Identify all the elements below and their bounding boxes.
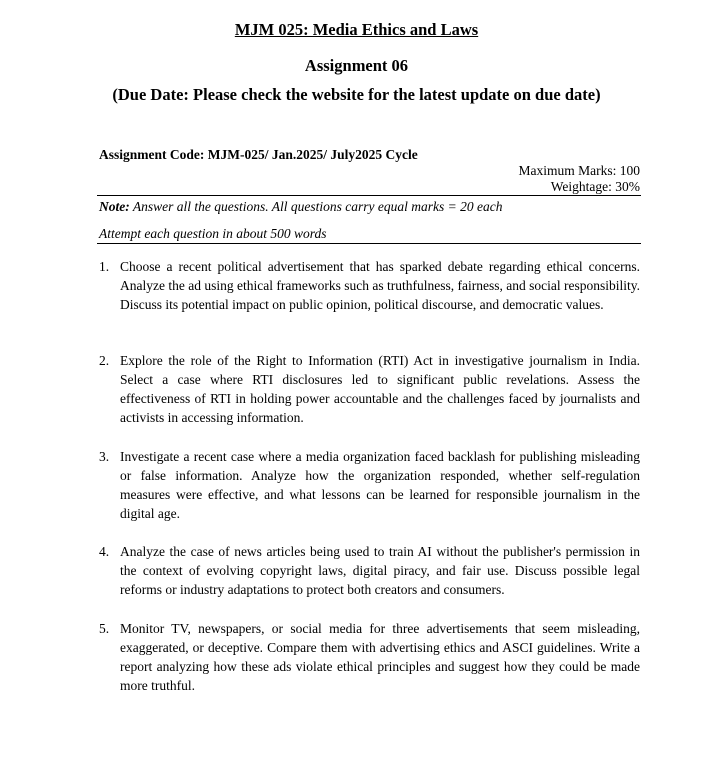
question-item <box>99 619 640 695</box>
maximum-marks: Maximum Marks: 100 <box>518 163 640 178</box>
question-text: Investigate a recent case where a media organization faced backlash for publishing misleading or false information. Analyze how the organization responded, whether self-regulation measures were effective, and what lessons can be learned for responsible journalism in the digital age. <box>120 449 640 521</box>
question-number: 5. <box>99 621 110 636</box>
word-limit-instruction: Attempt each question in about 500 words <box>99 226 327 241</box>
divider-top <box>97 195 641 196</box>
question-item <box>99 542 640 599</box>
note-line <box>99 199 502 215</box>
question-number: 4. <box>99 544 110 559</box>
due-date-note: (Due Date: Please check the website for the latest update on due date) <box>112 85 601 104</box>
assignment-number: Assignment 06 <box>304 56 409 75</box>
question-text: Choose a recent political advertisement that has sparked debate regarding ethical concerns. Analyze the ad using ethical frameworks such as truthfulness, fairness, and social responsibility. Discuss its potential impact on public opinion, political discourse, and democratic values. <box>120 259 640 312</box>
question-item <box>99 447 640 523</box>
course-title: MJM 025: Media Ethics and Laws <box>234 20 479 39</box>
note-label: Note: <box>99 199 130 214</box>
question-number: 3. <box>99 449 110 464</box>
question-text: Explore the role of the Right to Information (RTI) Act in investigative journalism in India. Select a case where RTI disclosures led to significant public revelations. Assess the effectiveness of RTI in holding power accountable and the challenges faced by journalists and activists in accessing information. <box>120 353 640 425</box>
question-number: 2. <box>99 353 110 368</box>
weightage: Weightage: 30% <box>550 179 640 194</box>
divider-bottom <box>97 243 641 244</box>
marks-block <box>519 163 641 195</box>
note-text: Answer all the questions. All questions carry equal marks = 20 each <box>129 199 503 214</box>
assignment-code: Assignment Code: MJM-025/ Jan.2025/ July2025 Cycle <box>99 147 418 162</box>
question-item <box>99 257 640 314</box>
question-text: Analyze the case of news articles being used to train AI without the publisher's permission in the context of evolving copyright laws, digital piracy, and fair use. Discuss possible legal reforms or industry adaptations to protect both creators and consumers. <box>120 544 640 597</box>
question-text: Monitor TV, newspapers, or social media for three advertisements that seem misleading, exaggerated, or deceptive. Compare them with advertising ethics and ASCI guidelines. Write a report analyzing how these ads violate ethical principles and suggest how they could be made more truthful. <box>120 621 640 693</box>
question-number: 1. <box>99 259 110 274</box>
question-item <box>99 351 640 427</box>
